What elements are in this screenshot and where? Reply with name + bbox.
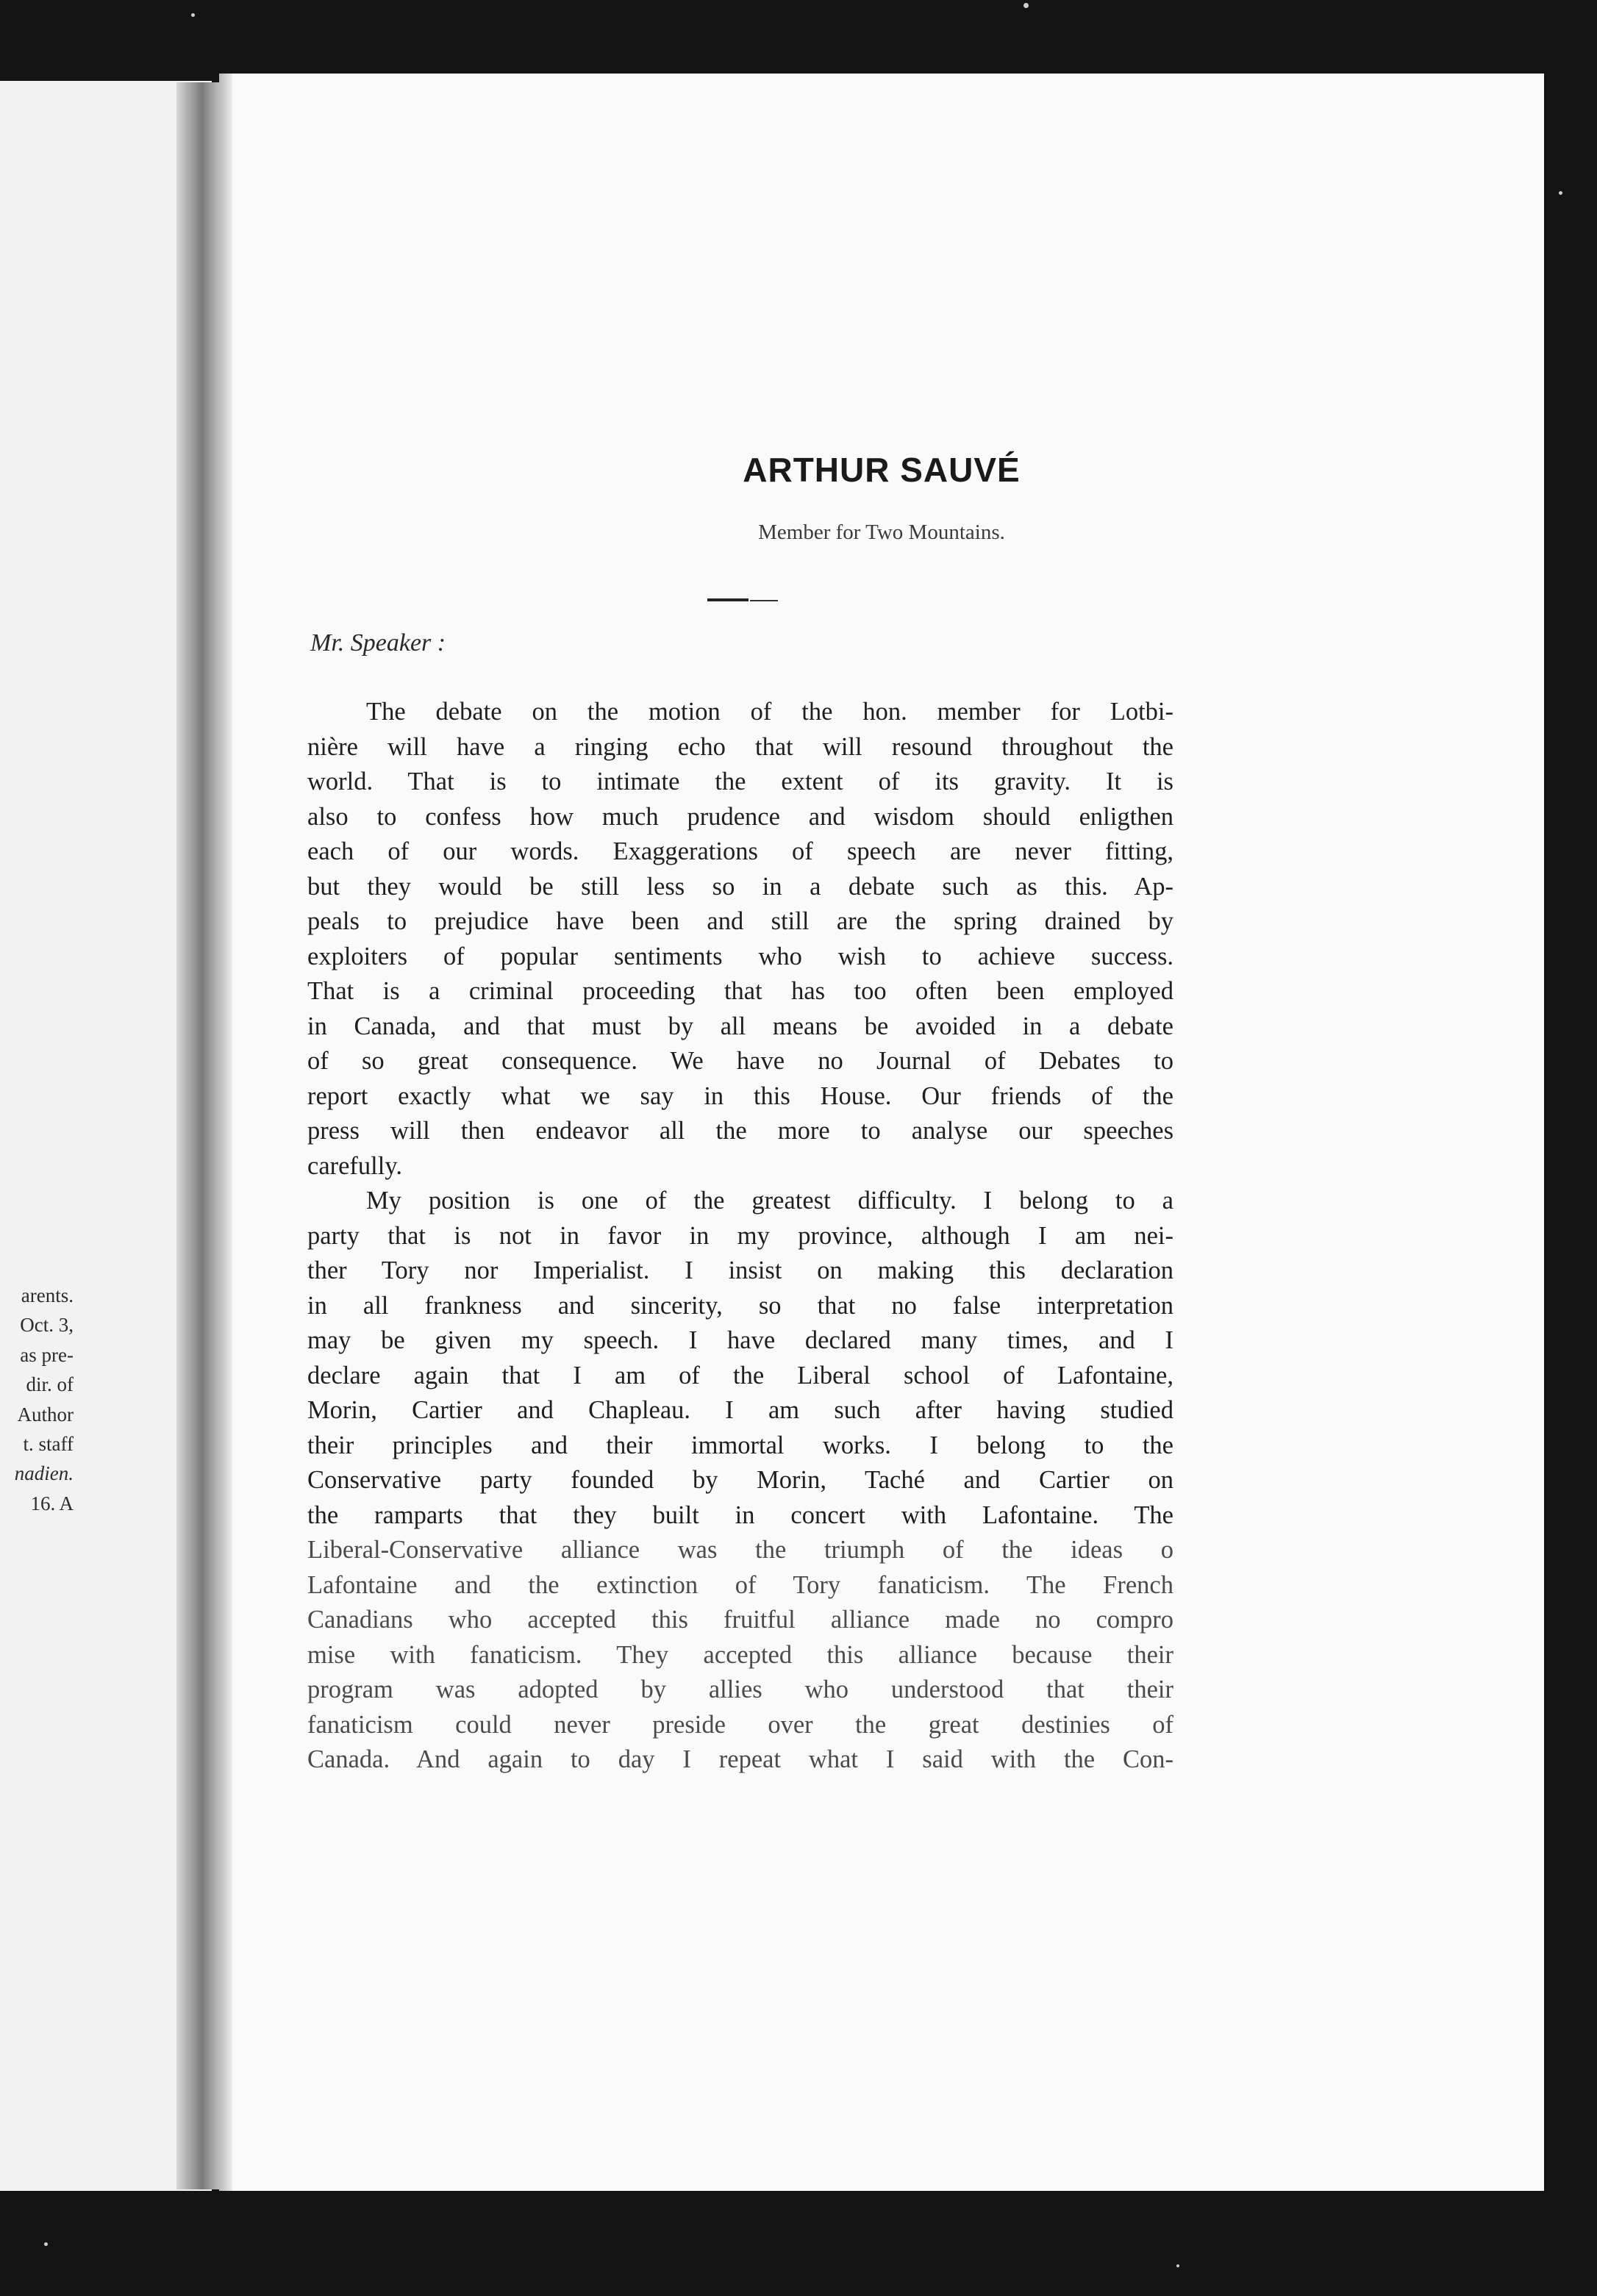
title-divider	[707, 598, 778, 603]
scan-speck	[1176, 2264, 1179, 2267]
text-line: peals to prejudice have been and still are the spring drained by	[307, 907, 1173, 935]
salutation: Mr. Speaker :	[310, 629, 446, 657]
binding-edge	[219, 74, 232, 2191]
text-line: That is a criminal proceeding that has too often been employed	[307, 977, 1173, 1005]
text-line: My position is one of the greatest difficulty. I belong to a	[366, 1187, 1173, 1215]
text-line: mise with fanaticism. They accepted this alliance because their	[307, 1640, 1173, 1669]
text-line: their principles and their immortal works. I belong to the	[307, 1431, 1173, 1459]
text-line: may be given my speech. I have declared many times, and I	[307, 1326, 1173, 1354]
text-line: world. That is to intimate the extent of its gravity. It is	[307, 768, 1173, 795]
text-line: Morin, Cartier and Chapleau. I am such after having studied	[307, 1396, 1173, 1424]
text-line: declare again that I am of the Liberal school of Lafontaine,	[307, 1361, 1173, 1390]
page-subtitle: Member for Two Mountains.	[758, 521, 1005, 544]
text-line: program was adopted by allies who understood that their	[307, 1675, 1173, 1703]
text-line: ther Tory nor Imperialist. I insist on making this declaration	[307, 1256, 1173, 1284]
gutter-shadow	[176, 82, 219, 2189]
fragment-line: Author	[17, 1403, 74, 1426]
text-line: each of our words. Exaggerations of speech are never fitting,	[307, 837, 1173, 865]
text-line: the ramparts that they built in concert with Lafontaine. The	[307, 1501, 1173, 1529]
text-line: in Canada, and that must by all means be avoided in a debate	[307, 1012, 1173, 1040]
divider-rule-thick	[707, 598, 749, 601]
text-line: Lafontaine and the extinction of Tory fanaticism. The French	[307, 1570, 1173, 1599]
text-line: Liberal-Conservative alliance was the triumph of the ideas o	[307, 1536, 1173, 1564]
scan-speck	[191, 13, 195, 17]
scan-speck	[1559, 191, 1562, 195]
left-page-text-fragment	[0, 1281, 74, 1518]
text-line: fanaticism could never preside over the great destinies of	[307, 1710, 1173, 1739]
text-line: also to confess how much prudence and wisdom should enligthen	[307, 802, 1173, 831]
text-line: but they would be still less so in a debate such as this. Ap-	[307, 872, 1173, 901]
text-line: Canadians who accepted this fruitful alliance made no compro	[307, 1606, 1173, 1634]
scan-speck	[44, 2242, 48, 2246]
text-line: press will then endeavor all the more to analyse our speeches	[307, 1117, 1173, 1145]
speech-body	[307, 695, 1173, 1778]
text-line: exploiters of popular sentiments who wish to achieve success.	[307, 942, 1173, 970]
fragment-line: arents.	[21, 1284, 74, 1306]
text-line: party that is not in favor in my province, although I am nei-	[307, 1221, 1173, 1250]
text-line: carefully.	[307, 1151, 402, 1180]
scan-speck	[1023, 3, 1029, 8]
divider-rule-thin	[750, 600, 778, 601]
text-line: Canada. And again to day I repeat what I said with the Con-	[307, 1745, 1173, 1773]
fragment-line: 16. A	[30, 1492, 74, 1514]
fragment-line: nadien.	[14, 1462, 74, 1485]
text-line: report exactly what we say in this House. Our friends of the	[307, 1081, 1173, 1110]
text-line: in all frankness and sincerity, so that no false interpretation	[307, 1291, 1173, 1320]
text-line: The debate on the motion of the hon. member for Lotbi-	[366, 698, 1173, 726]
text-line: of so great consequence. We have no Journal of Debates to	[307, 1047, 1173, 1075]
main-page	[219, 74, 1544, 2191]
fragment-line: dir. of	[26, 1373, 74, 1396]
fragment-line: Oct. 3,	[20, 1314, 74, 1337]
fragment-line: t. staff	[23, 1433, 74, 1456]
text-line: nière will have a ringing echo that will resound throughout the	[307, 732, 1173, 761]
text-line: Conservative party founded by Morin, Taché and Cartier on	[307, 1466, 1173, 1494]
page-title: ARTHUR SAUVÉ	[743, 451, 1021, 489]
fragment-line: as pre-	[20, 1343, 74, 1366]
